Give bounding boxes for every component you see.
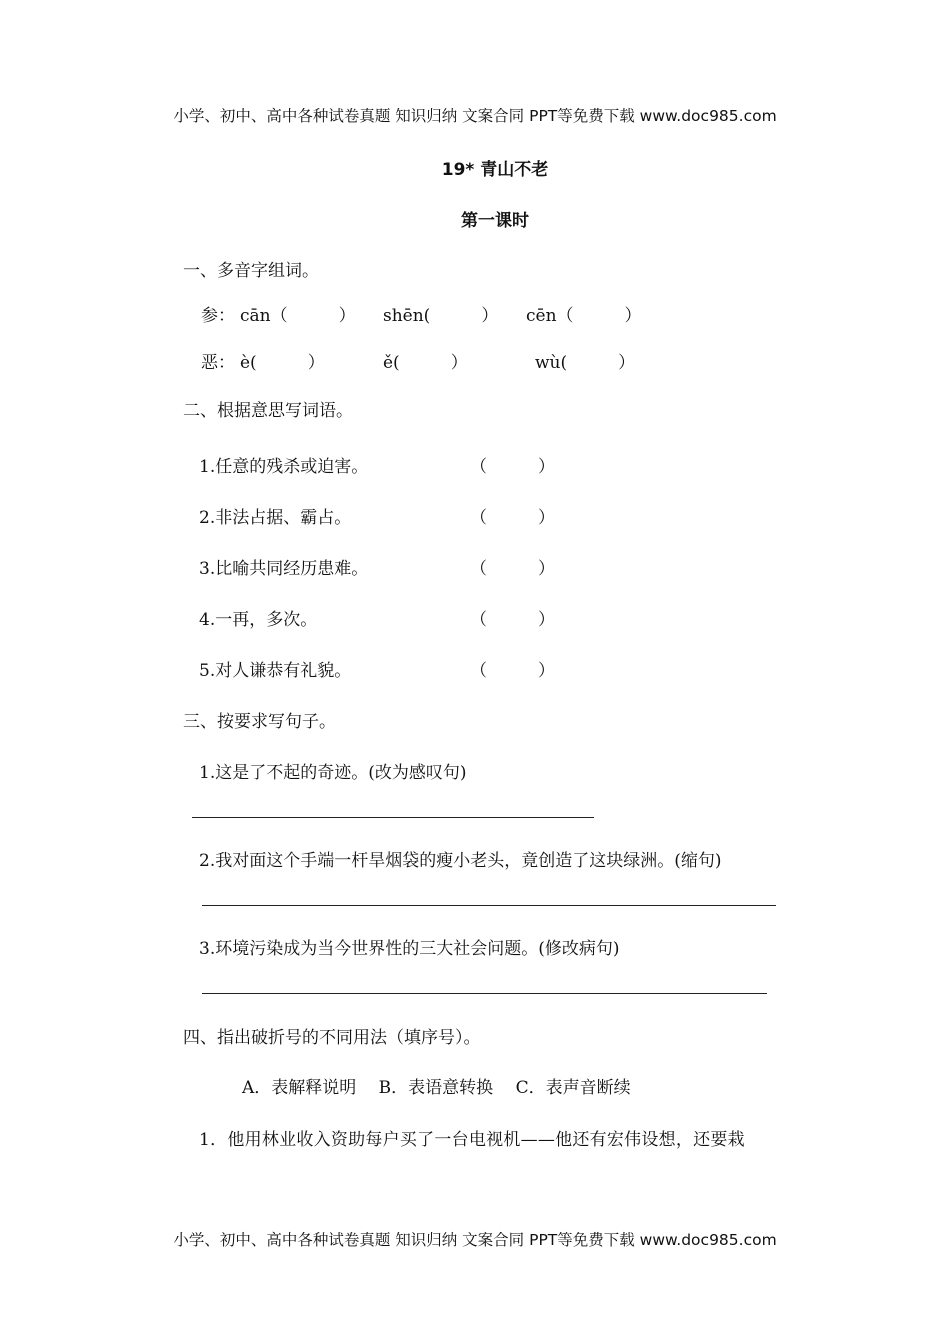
answer-line bbox=[202, 905, 776, 906]
definition-answer-blank: （ ） bbox=[470, 610, 555, 630]
section-3-heading: 三、按要求写句子。 bbox=[183, 712, 336, 732]
lesson-title: 19* 青山不老 bbox=[441, 160, 549, 180]
definition-item: 3.比喻共同经历患难。 bbox=[199, 559, 369, 579]
page-header: 小学、初中、高中各种试卷真题 知识归纳 文案合同 PPT等免费下载 www.doc985.com bbox=[173, 107, 777, 125]
section-4-heading: 四、指出破折号的不同用法（填序号）。 bbox=[183, 1028, 481, 1048]
polyphone-shen-blank: shēn( ） bbox=[383, 306, 499, 326]
polyphone-e3-blank: ě( ） bbox=[383, 353, 468, 373]
polyphone-label-can: 参： bbox=[201, 306, 235, 326]
sentence-task: 3.环境污染成为当今世界性的三大社会问题。(修改病句) bbox=[199, 939, 620, 959]
definition-answer-blank: （ ） bbox=[470, 457, 555, 477]
definition-item: 2.非法占据、霸占。 bbox=[199, 508, 352, 528]
section-2-heading: 二、根据意思写词语。 bbox=[183, 401, 353, 421]
polyphone-wu-blank: wù( ） bbox=[535, 353, 636, 373]
polyphone-cen-blank: cēn（ ） bbox=[526, 306, 642, 326]
sentence-task: 1.这是了不起的奇迹。(改为感叹句) bbox=[199, 763, 467, 783]
polyphone-e4-blank: è( ） bbox=[240, 353, 325, 373]
definition-answer-blank: （ ） bbox=[470, 559, 555, 579]
definition-answer-blank: （ ） bbox=[470, 508, 555, 528]
answer-line bbox=[192, 817, 594, 818]
definition-item: 5.对人谦恭有礼貌。 bbox=[199, 661, 352, 681]
definition-item: 1.任意的残杀或迫害。 bbox=[199, 457, 369, 477]
dash-usage-item: 1．他用林业收入资助每户买了一台电视机——他还有宏伟设想，还要栽 bbox=[199, 1130, 745, 1150]
dash-usage-options: A．表解释说明 B．表语意转换 C．表声音断续 bbox=[242, 1078, 631, 1098]
definition-answer-blank: （ ） bbox=[470, 661, 555, 681]
answer-line bbox=[202, 993, 767, 994]
polyphone-label-e: 恶： bbox=[201, 353, 235, 373]
lesson-subtitle: 第一课时 bbox=[461, 211, 529, 231]
polyphone-can-blank: cān（ ） bbox=[240, 306, 356, 326]
sentence-task: 2.我对面这个手端一杆旱烟袋的瘦小老头，竟创造了这块绿洲。(缩句) bbox=[199, 851, 722, 871]
definition-item: 4.一再，多次。 bbox=[199, 610, 318, 630]
page-footer: 小学、初中、高中各种试卷真题 知识归纳 文案合同 PPT等免费下载 www.doc985.com bbox=[173, 1231, 777, 1249]
section-1-heading: 一、多音字组词。 bbox=[183, 261, 319, 281]
